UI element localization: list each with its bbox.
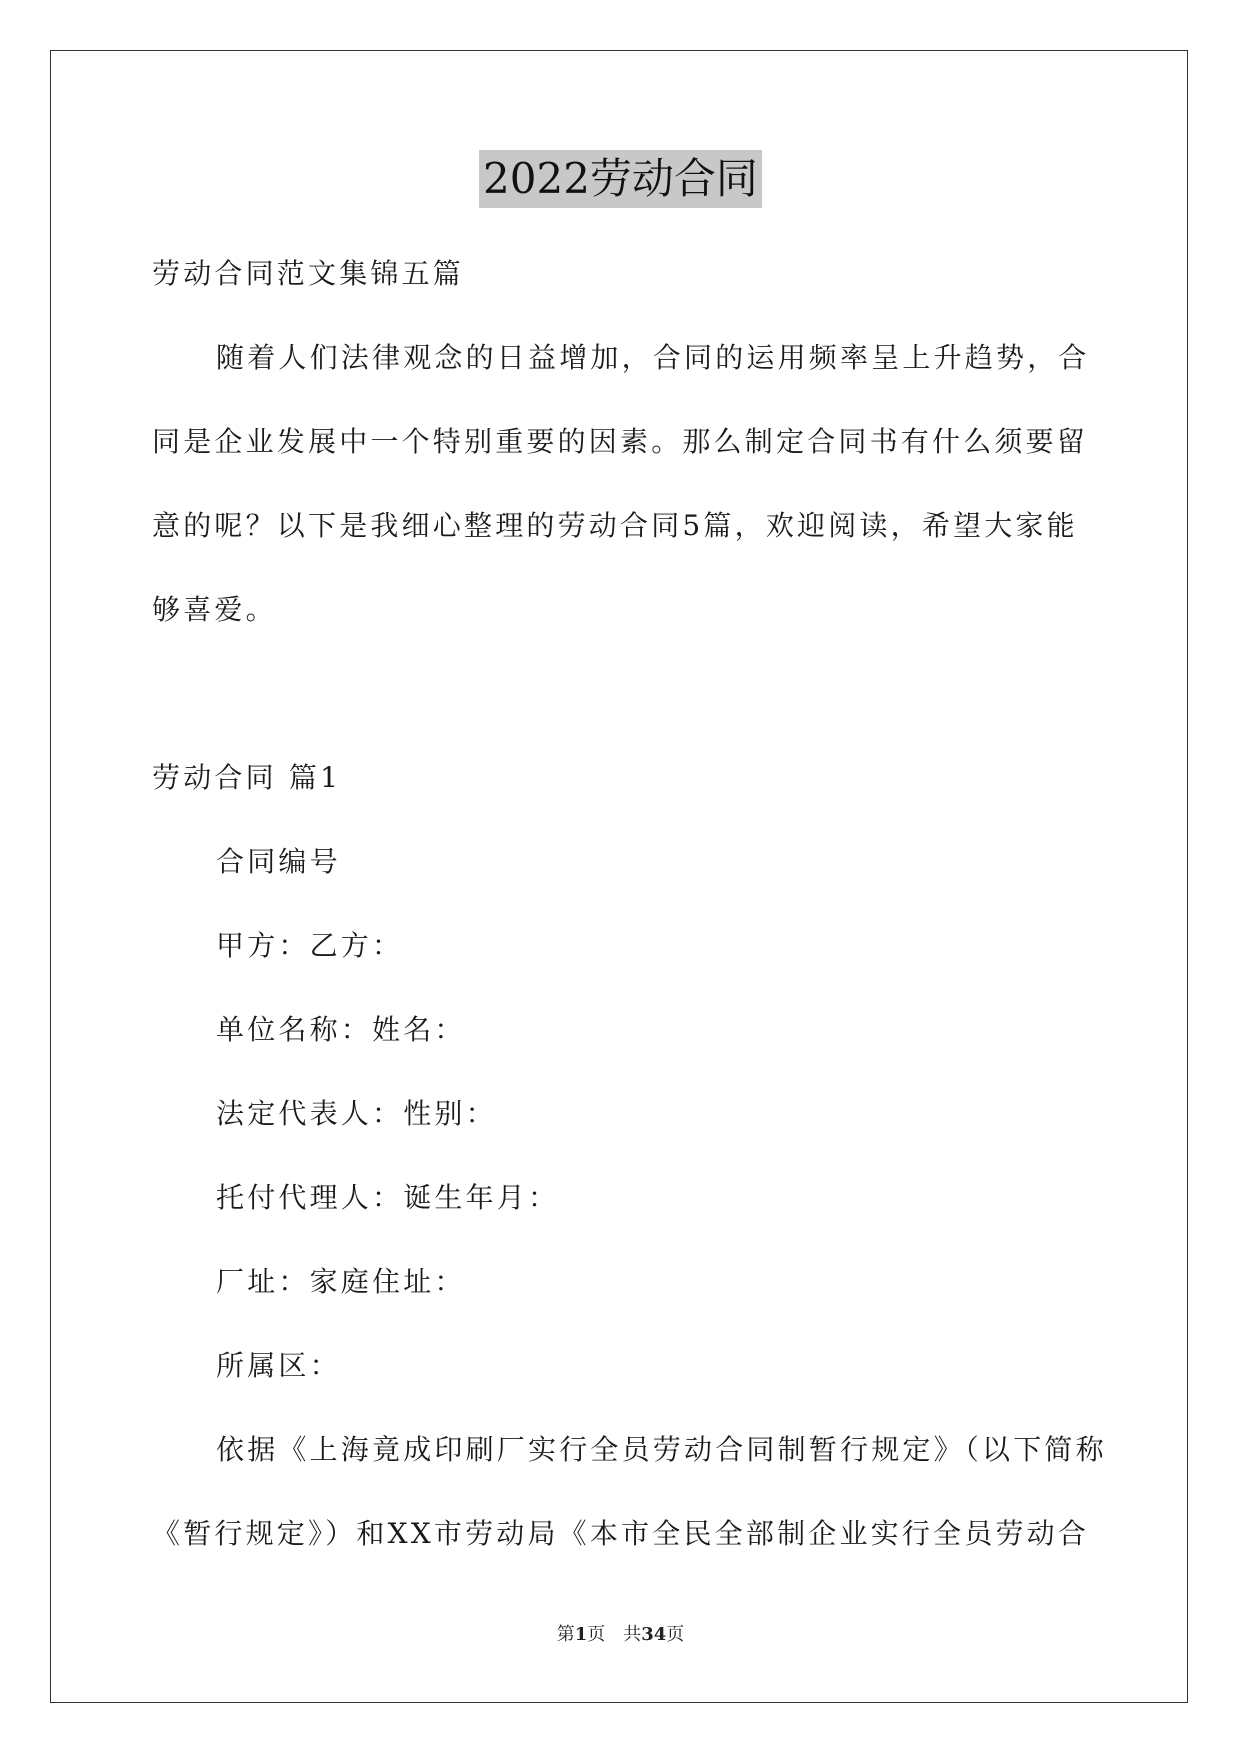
document-subtitle: 劳动合同范文集锦五篇 [152, 257, 465, 290]
intro-line-4: 够喜爱。 [152, 593, 277, 626]
field-parties: 甲方：乙方： [216, 929, 404, 962]
intro-line-2: 同是企业发展中一个特别重要的因素。那么制定合同书有什么须要留 [152, 425, 1089, 458]
field-address: 厂址：家庭住址： [216, 1265, 466, 1298]
field-legal-rep: 法定代表人：性别： [216, 1097, 497, 1130]
section-heading: 劳动合同 篇1 [152, 761, 342, 794]
footer-total-pages: 34 [641, 1624, 667, 1645]
field-agent: 托付代理人：诞生年月： [216, 1181, 560, 1214]
intro-line-3: 意的呢？以下是我细心整理的劳动合同5篇，欢迎阅读，希望大家能 [152, 509, 1078, 542]
field-contract-number: 合同编号 [216, 845, 341, 878]
footer-total-prefix: 共 [623, 1624, 642, 1645]
page-footer [0, 1623, 1241, 1647]
footer-page-suffix: 页 [587, 1624, 606, 1645]
document-title: 2022劳动合同 [479, 150, 762, 208]
footer-page-number: 1 [574, 1624, 588, 1645]
title-container [0, 150, 1241, 208]
footer-total-suffix: 页 [666, 1624, 685, 1645]
closing-line-2: 《暂行规定》）和XX市劳动局《本市全民全部制企业实行全员劳动合 [152, 1517, 1090, 1550]
field-unit-name: 单位名称：姓名： [216, 1013, 466, 1046]
field-district: 所属区： [216, 1349, 341, 1382]
document-body [152, 232, 1107, 1576]
intro-line-1: 随着人们法律观念的日益增加，合同的运用频率呈上升趋势，合 [216, 341, 1090, 374]
closing-line-1: 依据《上海竟成印刷厂实行全员劳动合同制暂行规定》（以下简称 [216, 1433, 1107, 1466]
footer-page-prefix: 第 [556, 1624, 575, 1645]
paragraph-gap [152, 652, 1092, 736]
